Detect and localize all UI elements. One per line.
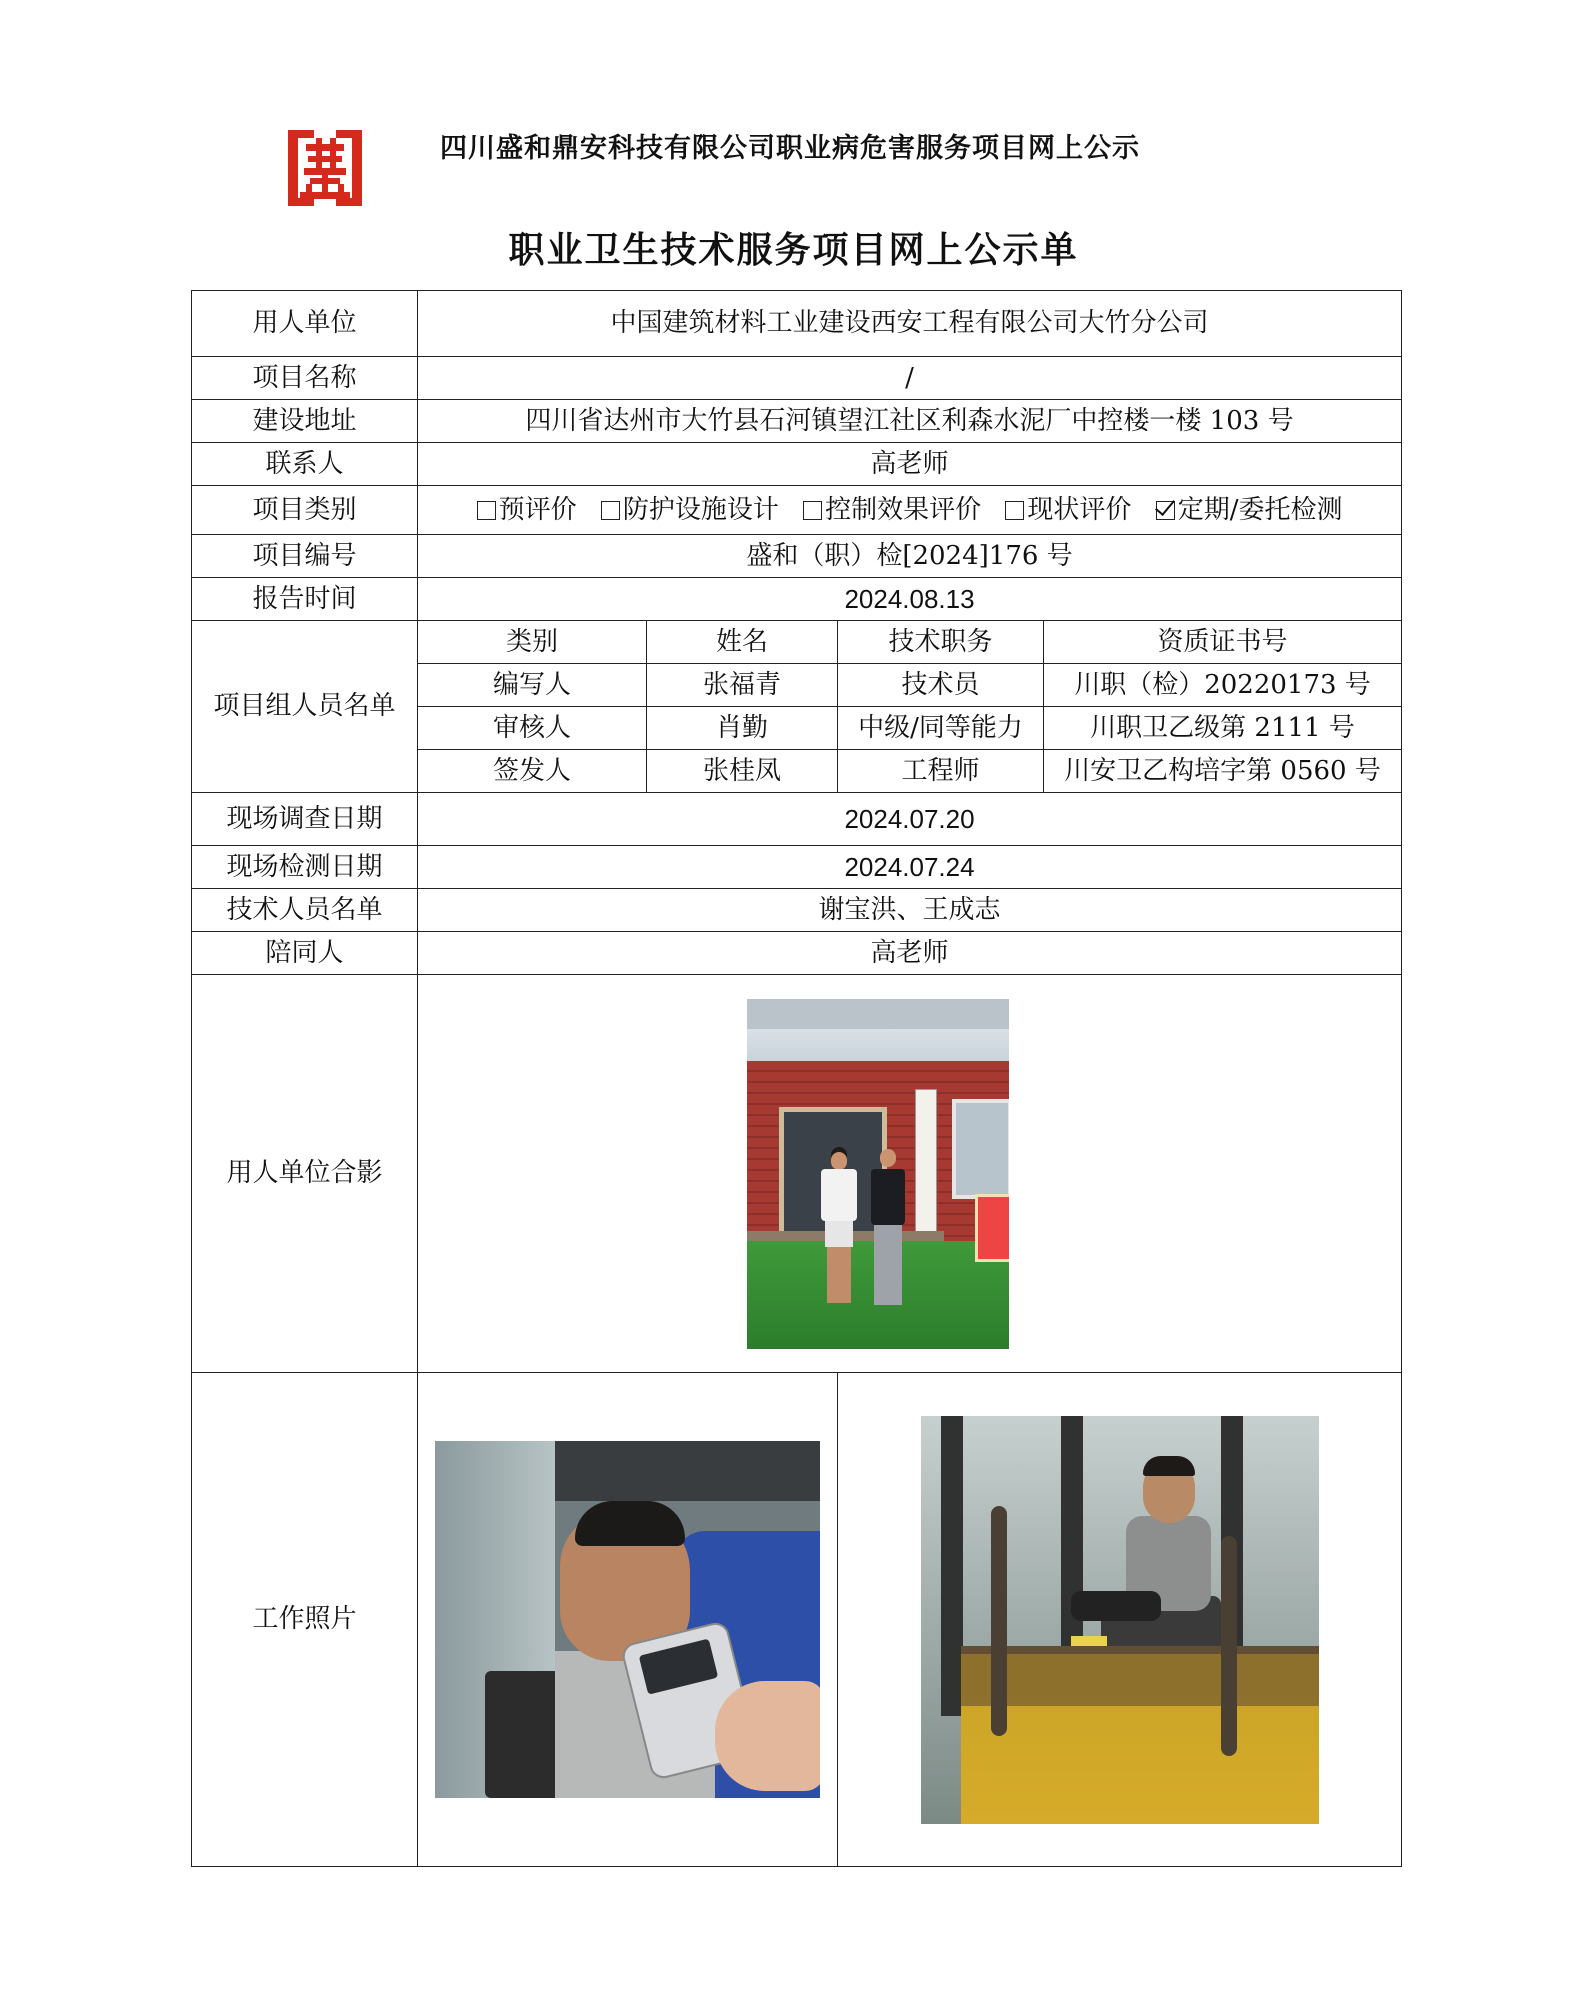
team-cell-certificate: 川职卫乙级第 2111 号: [1044, 707, 1402, 750]
tech-staff-label: 技术人员名单: [192, 889, 418, 932]
row-tech-staff: [192, 889, 1402, 932]
detect-date-label: 现场检测日期: [192, 846, 418, 889]
project-no-label: 项目编号: [192, 535, 418, 578]
team-cell-title: 中级/同等能力: [838, 707, 1044, 750]
row-contact: [192, 443, 1402, 486]
team-cell-name: 张福青: [647, 664, 838, 707]
work-photo-noise-meter: [435, 1441, 820, 1798]
row-category: [192, 486, 1402, 535]
team-cell-role: 签发人: [418, 750, 647, 793]
team-cell-certificate: 川安卫乙构培字第 0560 号: [1044, 750, 1402, 793]
publicity-form-table: [191, 290, 1402, 1867]
employer-label: 用人单位: [192, 291, 418, 357]
work-photo-cell-1: [418, 1373, 838, 1867]
companion-value: 高老师: [418, 932, 1402, 975]
project-no-value: 盛和（职）检[2024]176 号: [418, 535, 1402, 578]
row-survey-date: [192, 793, 1402, 846]
tech-staff-value: 谢宝洪、王成志: [418, 889, 1402, 932]
category-option-control-effect[interactable]: 控制效果评价: [803, 495, 981, 525]
contact-value: 高老师: [418, 443, 1402, 486]
row-employer: [192, 291, 1402, 357]
address-label: 建设地址: [192, 400, 418, 443]
row-address: [192, 400, 1402, 443]
team-cell-title: 技术员: [838, 664, 1044, 707]
team-header-title: 技术职务: [838, 621, 1044, 664]
group-photo: [747, 999, 1009, 1349]
detect-date-value: 2024.07.24: [418, 846, 1402, 889]
group-photo-label: 用人单位合影: [192, 975, 418, 1373]
checked-checkbox-icon[interactable]: [1156, 501, 1175, 520]
contact-label: 联系人: [192, 443, 418, 486]
work-photo-cell-2: [838, 1373, 1402, 1867]
team-header-category: 类别: [418, 621, 647, 664]
team-header-certificate: 资质证书号: [1044, 621, 1402, 664]
team-label: 项目组人员名单: [192, 621, 418, 793]
team-cell-role: 编写人: [418, 664, 647, 707]
survey-date-label: 现场调查日期: [192, 793, 418, 846]
row-project-no: [192, 535, 1402, 578]
row-work-photos: [192, 1373, 1402, 1867]
row-report-time: [192, 578, 1402, 621]
project-name-label: 项目名称: [192, 357, 418, 400]
team-cell-role: 审核人: [418, 707, 647, 750]
team-header-name: 姓名: [647, 621, 838, 664]
category-label: 项目类别: [192, 486, 418, 535]
survey-date-value: 2024.07.20: [418, 793, 1402, 846]
team-cell-title: 工程师: [838, 750, 1044, 793]
project-name-value: /: [418, 357, 1402, 400]
category-options: [418, 486, 1402, 535]
row-group-photo: [192, 975, 1402, 1373]
companion-label: 陪同人: [192, 932, 418, 975]
checkbox-icon[interactable]: [477, 501, 496, 520]
team-header-row: [192, 621, 1402, 664]
work-photo-loader-cab: [921, 1416, 1319, 1824]
group-photo-cell: [418, 975, 1402, 1373]
checkbox-icon[interactable]: [803, 501, 822, 520]
category-option-pre-assessment[interactable]: 预评价: [477, 495, 577, 525]
document-title: 职业卫生技术服务项目网上公示单: [508, 229, 1079, 271]
checkbox-icon[interactable]: [1005, 501, 1024, 520]
company-logo-seal: [286, 128, 364, 208]
team-cell-name: 肖勤: [647, 707, 838, 750]
category-option-status-assessment[interactable]: 现状评价: [1005, 495, 1131, 525]
report-time-value: 2024.08.13: [418, 578, 1402, 621]
work-photo-label: 工作照片: [192, 1373, 418, 1867]
address-value: 四川省达州市大竹县石河镇望江社区利森水泥厂中控楼一楼 103 号: [418, 400, 1402, 443]
employer-value: 中国建筑材料工业建设西安工程有限公司大竹分公司: [418, 291, 1402, 357]
row-project-name: [192, 357, 1402, 400]
category-option-protection-design[interactable]: 防护设施设计: [601, 495, 779, 525]
team-cell-certificate: 川职（检）20220173 号: [1044, 664, 1402, 707]
company-header-title: 四川盛和鼎安科技有限公司职业病危害服务项目网上公示: [440, 133, 1140, 164]
checkbox-icon[interactable]: [601, 501, 620, 520]
team-cell-name: 张桂凤: [647, 750, 838, 793]
row-companion: [192, 932, 1402, 975]
report-time-label: 报告时间: [192, 578, 418, 621]
category-option-periodic-detection[interactable]: 定期/委托检测: [1156, 495, 1343, 525]
row-detect-date: [192, 846, 1402, 889]
